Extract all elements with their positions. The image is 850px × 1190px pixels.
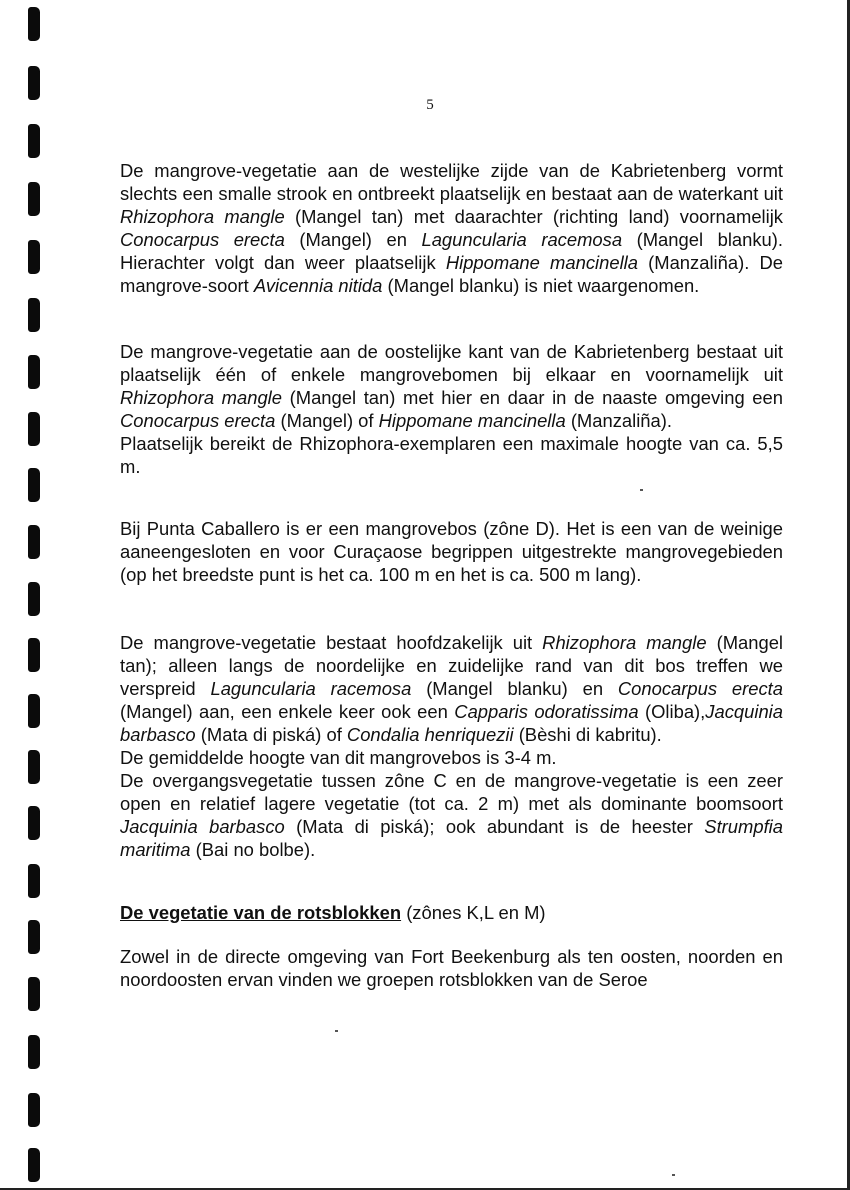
text-run: (Oliba),	[638, 701, 706, 722]
binding-hole	[28, 525, 40, 559]
paragraph-punta-caballero	[120, 517, 783, 586]
page-number: 5	[426, 97, 434, 113]
paragraph-mangrove-composition	[120, 631, 783, 861]
text-run: (Manzaliña). De mangrove-soort	[120, 252, 783, 296]
text-run: De mangrove-vegetatie aan de oostelijke kant van de Kabrietenberg bestaat uit plaatselijk één of enkele mangrovebomen bij elkaar en voornamelijk uit	[120, 341, 783, 385]
binding-hole	[28, 1035, 40, 1069]
binding-hole	[28, 7, 40, 41]
section-heading	[120, 901, 546, 924]
text-run: (Mangel blanku) en	[411, 678, 618, 699]
binding-hole	[28, 582, 40, 616]
text-run: (Mata di piská) of	[195, 724, 347, 745]
binding-hole	[28, 124, 40, 158]
scan-speck	[672, 1174, 675, 1176]
paragraph-west-mangrove	[120, 159, 783, 297]
species-name: Jacquinia barbasco	[120, 816, 285, 837]
binding-hole	[28, 182, 40, 216]
text-run: (Mangel tan) met hier en daar in de naaste omgeving een	[282, 387, 783, 408]
binding-hole	[28, 355, 40, 389]
scan-speck	[335, 1030, 338, 1032]
paragraph-line: De gemiddelde hoogte van dit mangrovebos is 3-4 m.	[120, 747, 557, 768]
binding-hole	[28, 1148, 40, 1182]
species-name: Rhizophora mangle	[120, 206, 285, 227]
species-name: Capparis odoratissima	[454, 701, 639, 722]
species-name: Avicennia nitida	[253, 275, 383, 296]
text-run: (Mata di piská); ook abundant is de heester	[284, 816, 705, 837]
text-run: (Mangel) aan, een enkele keer ook een	[120, 701, 455, 722]
text-run: (Bèshi di kabritu).	[513, 724, 662, 745]
text-run: (Mangel) of	[275, 410, 379, 431]
binding-hole	[28, 66, 40, 100]
species-name: Laguncularia racemosa	[210, 678, 412, 699]
species-name: Hippomane mancinella	[445, 252, 638, 273]
species-name: Conocarpus erecta	[617, 678, 783, 699]
binding-hole	[28, 920, 40, 954]
text-run: (Bai no bolbe).	[190, 839, 316, 860]
binding-hole	[28, 638, 40, 672]
binding-hole	[28, 240, 40, 274]
binding-hole	[28, 806, 40, 840]
paragraph-rotsblokken	[120, 945, 783, 991]
species-name: Condalia henriquezii	[346, 724, 514, 745]
text-run: (Mangel blanku) is niet waargenomen.	[382, 275, 700, 296]
text-run: (Mangel tan) met daarachter (richting land) voornamelijk	[284, 206, 783, 227]
binding-hole	[28, 694, 40, 728]
binding-hole	[28, 864, 40, 898]
paragraph-line: Zowel in de directe omgeving van Fort Beekenburg als ten oosten, noorden en noordoosten ervan vinden we groepen rotsblokken van de Seroe	[120, 946, 783, 990]
paragraph-line: Bij Punta Caballero is er een mangrovebos (zône D). Het is een van de weinige aaneengesloten en voor Curaçaose begrippen uitgestrekte mangrovegebieden (op het breedste punt is het ca. 100 m en het is ca. 500 m lang).	[120, 518, 783, 585]
binding-hole	[28, 412, 40, 446]
species-name: Conocarpus erecta	[120, 229, 285, 250]
scan-speck	[640, 489, 643, 491]
species-name: Conocarpus erecta	[120, 410, 276, 431]
binding-hole	[28, 298, 40, 332]
text-run: (Mangel blanku). Hierachter volgt dan weer plaatselijk	[120, 229, 784, 273]
species-name: Rhizophora mangle	[120, 387, 282, 408]
species-name: Strumpfia maritima	[120, 816, 783, 860]
text-run: De overgangsvegetatie tussen zône C en de mangrove-vegetatie is een zeer open en relatief lagere vegetatie (tot ca. 2 m) met als dominante boomsoort	[120, 770, 783, 814]
species-name: Rhizophora mangle	[542, 632, 707, 653]
binding-hole	[28, 977, 40, 1011]
text-run: (Mangel tan); alleen langs de noordelijke en zuidelijke rand van dit bos treffen we verspreid	[120, 632, 784, 699]
text-run: De mangrove-vegetatie bestaat hoofdzakelijk uit	[120, 632, 543, 653]
species-name: Hippomane mancinella	[378, 410, 566, 431]
binding-hole	[28, 1093, 40, 1127]
binding-hole	[28, 750, 40, 784]
species-name: Jacquinia barbasco	[120, 701, 783, 745]
text-run: De mangrove-vegetatie aan de westelijke zijde van de Kabrietenberg vormt slechts een smalle strook en ontbreekt plaatselijk en bestaat aan de waterkant uit	[120, 160, 783, 204]
text-run: (Mangel) en	[284, 229, 422, 250]
text-run: (Manzaliña).	[565, 410, 672, 431]
binding-hole	[28, 468, 40, 502]
paragraph-line: Plaatselijk bereikt de Rhizophora-exemplaren een maximale hoogte van ca. 5,5 m.	[120, 433, 783, 477]
species-name: Laguncularia racemosa	[421, 229, 623, 250]
paragraph-east-mangrove	[120, 340, 783, 478]
section-heading-title: De vegetatie van de rotsblokken	[120, 902, 402, 923]
section-heading-subtitle: (zônes K,L en M)	[401, 902, 546, 923]
